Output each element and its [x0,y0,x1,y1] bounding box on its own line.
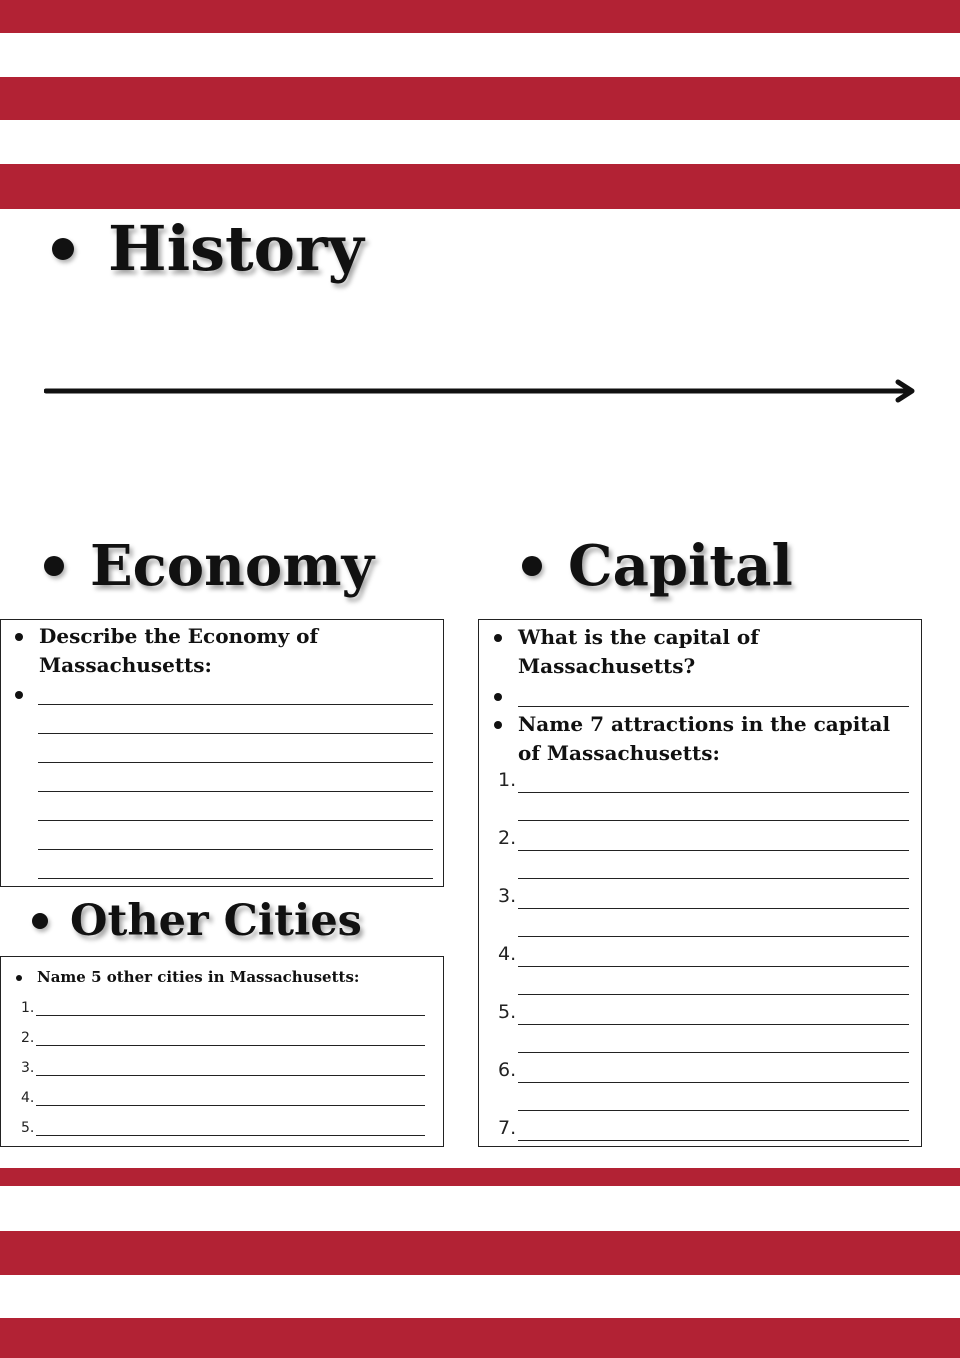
list-number: 4. [21,1090,35,1106]
attraction-answer-line[interactable] [518,994,909,995]
capital-title: Capital [568,533,793,599]
list-number: 2. [21,1030,35,1046]
bullet-icon [16,975,22,981]
economy-question: Describe the Economy of Massachusetts: [39,624,319,677]
bullet-icon [15,633,23,641]
attraction-answer-line[interactable] [518,936,909,937]
attraction-answer-line[interactable] [518,1110,909,1111]
list-number: 1. [21,1000,35,1016]
attraction-answer-line[interactable] [518,820,909,821]
bottom-stripe-3 [0,1318,960,1358]
answer-line[interactable] [38,704,433,705]
bottom-stripe-1 [0,1168,960,1186]
economy-heading [44,533,374,599]
timeline-arrow-icon [44,372,920,412]
list-number: 3. [498,885,517,907]
answer-line[interactable] [38,820,433,821]
other-cities-box [0,956,444,1147]
top-stripe-2 [0,77,960,120]
capital-question-item [494,623,914,681]
history-title: History [108,212,364,285]
bullet-icon [494,634,502,642]
top-stripe-1 [0,0,960,33]
capital-bullet-icon [522,556,542,576]
economy-bullet-icon [44,556,64,576]
other-cities-heading [32,896,362,946]
capital-heading [522,533,793,599]
attraction-answer-line[interactable] [518,1082,909,1083]
attraction-answer-line[interactable] [518,878,909,879]
list-number: 5. [498,1001,517,1023]
attraction-answer-line[interactable] [518,792,909,793]
city-answer-line[interactable] [36,1015,425,1016]
answer-line[interactable] [38,849,433,850]
list-number: 2. [498,827,517,849]
capital-question: What is the capital of Massachusetts? [518,625,759,678]
bottom-stripe-2 [0,1231,960,1275]
attraction-answer-line[interactable] [518,1140,909,1141]
other-cities-question-item [16,965,436,989]
history-heading [52,212,364,285]
city-answer-line[interactable] [36,1045,425,1046]
list-number: 1. [498,769,517,791]
attraction-answer-line[interactable] [518,1052,909,1053]
list-number: 6. [498,1059,517,1081]
other-cities-title: Other Cities [70,896,362,946]
attraction-answer-line[interactable] [518,908,909,909]
city-answer-line[interactable] [36,1105,425,1106]
attraction-answer-line[interactable] [518,850,909,851]
bullet-icon [494,693,502,701]
attraction-answer-line[interactable] [518,1024,909,1025]
economy-title: Economy [90,533,374,599]
bullet-icon [15,691,23,699]
other-cities-bullet-icon [32,913,48,929]
answer-line[interactable] [38,878,433,879]
list-number: 7. [498,1117,517,1139]
bullet-icon [494,721,502,729]
other-cities-question: Name 5 other cities in Massachusetts: [37,968,360,986]
city-answer-line[interactable] [36,1075,425,1076]
attraction-answer-line[interactable] [518,966,909,967]
list-number: 3. [21,1060,35,1076]
capital-answer-line[interactable] [518,706,909,707]
top-stripe-3 [0,164,960,209]
economy-box [0,619,444,887]
answer-line[interactable] [38,762,433,763]
answer-line[interactable] [38,791,433,792]
list-number: 4. [498,943,517,965]
list-number: 5. [21,1120,35,1136]
capital-box [478,619,922,1147]
city-answer-line[interactable] [36,1135,425,1136]
answer-line[interactable] [38,733,433,734]
attractions-question: Name 7 attractions in the capital of Massachusetts: [518,712,891,765]
history-bullet-icon [52,238,74,260]
attractions-question-item [494,710,918,768]
economy-question-item [15,622,435,680]
